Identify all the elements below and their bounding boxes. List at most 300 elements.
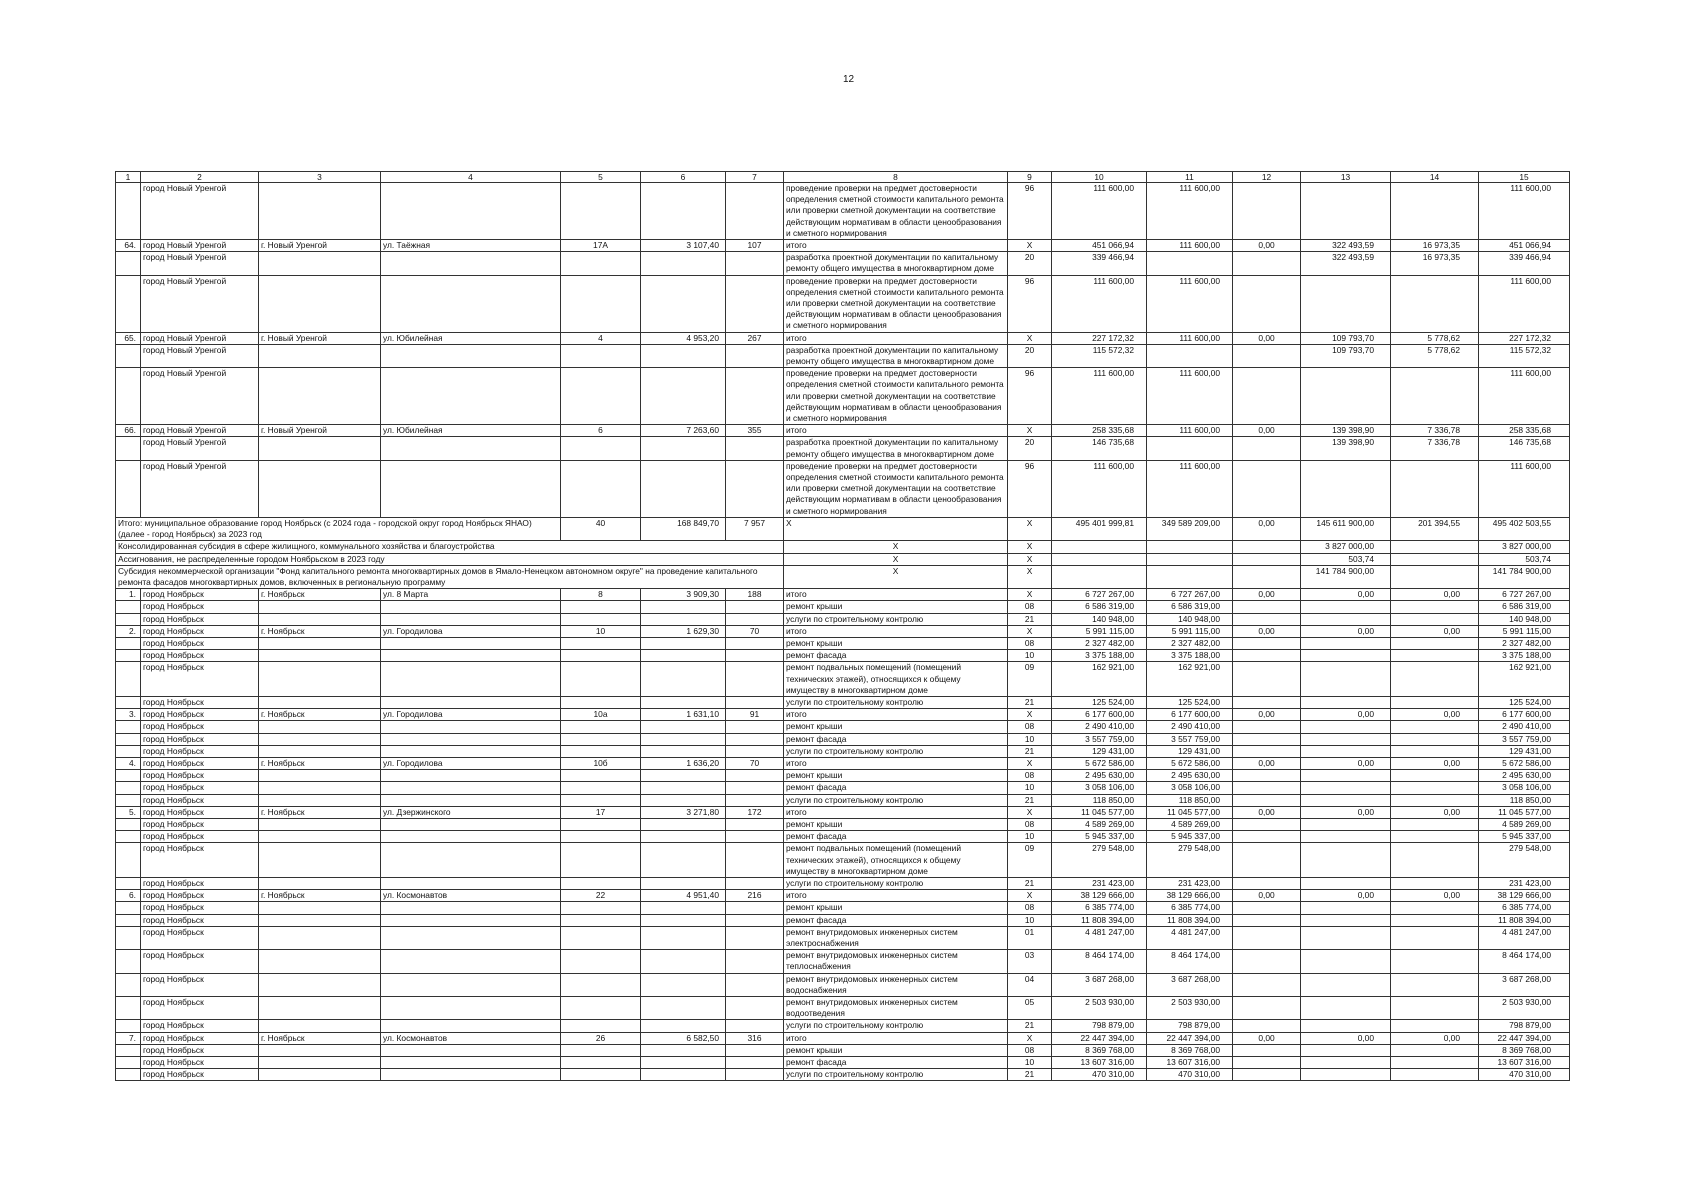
cell-col-9: 08	[1008, 1044, 1052, 1056]
cell-col-9: X	[1008, 1032, 1052, 1044]
cell-col-13: 0,00	[1301, 625, 1391, 637]
cell-col-11: 6 586 319,00	[1147, 601, 1233, 613]
cell-col-9: 10	[1008, 831, 1052, 843]
cell-col-13	[1301, 696, 1391, 708]
cell-col-4: ул. Городилова	[381, 757, 561, 769]
table-row	[116, 1057, 1570, 1069]
cell-col-14	[1391, 818, 1479, 830]
cell-col-8: ремонт фасада	[784, 831, 1008, 843]
column-header: 3	[259, 172, 381, 183]
cell-col-7	[726, 252, 784, 275]
cell-col-12: 0,00	[1233, 589, 1301, 601]
cell-col-12	[1233, 745, 1301, 757]
table-row	[116, 662, 1570, 697]
cell-col-3	[259, 831, 381, 843]
cell-col-10: 495 401 999,81	[1052, 517, 1147, 540]
cell-col-14: 0,00	[1391, 709, 1479, 721]
cell-col-2: город Ноябрьск	[141, 794, 259, 806]
cell-col-4	[381, 437, 561, 460]
cell-col-10	[1052, 553, 1147, 565]
cell-col-14: 201 394,55	[1391, 517, 1479, 540]
cell-col-9: 10	[1008, 782, 1052, 794]
cell-col-11: 162 921,00	[1147, 662, 1233, 697]
cell-col-1	[116, 926, 141, 949]
cell-col-14	[1391, 877, 1479, 889]
cell-col-9: X	[1008, 589, 1052, 601]
cell-col-14: 0,00	[1391, 589, 1479, 601]
cell-col-14	[1391, 565, 1479, 588]
column-header: 10	[1052, 172, 1147, 183]
table-row	[116, 368, 1570, 425]
cell-col-5	[561, 843, 641, 878]
cell-col-11: 111 600,00	[1147, 183, 1233, 240]
total-label: Итого: муниципальное образование город Ноябрьск (с 2024 года - городской округ город Ноябрьск ЯНАО) (далее - город Ноябрьск) за 2023 год	[116, 517, 561, 540]
cell-col-12	[1233, 344, 1301, 367]
cell-col-8: итого	[784, 332, 1008, 344]
cell-col-11: 38 129 666,00	[1147, 890, 1233, 902]
cell-col-14	[1391, 183, 1479, 240]
cell-col-9: X	[1008, 625, 1052, 637]
cell-col-6: 1 636,20	[641, 757, 726, 769]
cell-col-3	[259, 914, 381, 926]
cell-col-7	[726, 794, 784, 806]
cell-col-7	[726, 973, 784, 996]
table-row	[116, 926, 1570, 949]
cell-col-1	[116, 252, 141, 275]
cell-col-15: 6 177 600,00	[1479, 709, 1570, 721]
cell-col-12	[1233, 818, 1301, 830]
cell-col-7	[726, 877, 784, 889]
cell-col-9: 96	[1008, 275, 1052, 332]
cell-col-8: ремонт крыши	[784, 601, 1008, 613]
cell-col-5: 26	[561, 1032, 641, 1044]
cell-col-10: 5 672 586,00	[1052, 757, 1147, 769]
table-row	[116, 1044, 1570, 1056]
table-row	[116, 637, 1570, 649]
cell-col-4	[381, 818, 561, 830]
cell-col-7: 355	[726, 425, 784, 437]
cell-col-1	[116, 950, 141, 973]
cell-col-14: 5 778,62	[1391, 344, 1479, 367]
cell-col-2: город Ноябрьск	[141, 1069, 259, 1081]
column-header: 12	[1233, 172, 1301, 183]
cell-col-13	[1301, 1069, 1391, 1081]
cell-col-6	[641, 1057, 726, 1069]
cell-col-15: 4 589 269,00	[1479, 818, 1570, 830]
cell-col-4: ул. Дзержинского	[381, 806, 561, 818]
table-row	[116, 589, 1570, 601]
cell-col-10: 8 369 768,00	[1052, 1044, 1147, 1056]
cell-col-5	[561, 877, 641, 889]
cell-col-2: город Ноябрьск	[141, 1032, 259, 1044]
cell-col-8: ремонт фасада	[784, 733, 1008, 745]
cell-col-2: город Ноябрьск	[141, 877, 259, 889]
summary-label: Ассигнования, не распределенные городом Ноябрьском в 2023 году	[116, 553, 784, 565]
cell-col-15: 451 066,94	[1479, 240, 1570, 252]
cell-col-8: ремонт крыши	[784, 902, 1008, 914]
cell-col-14	[1391, 973, 1479, 996]
cell-col-6	[641, 1044, 726, 1056]
cell-col-13	[1301, 1044, 1391, 1056]
cell-col-1	[116, 275, 141, 332]
cell-col-4	[381, 1020, 561, 1032]
cell-col-3	[259, 770, 381, 782]
cell-col-12	[1233, 770, 1301, 782]
cell-col-11: 470 310,00	[1147, 1069, 1233, 1081]
cell-col-2: город Новый Уренгой	[141, 425, 259, 437]
cell-col-4	[381, 926, 561, 949]
cell-col-14	[1391, 770, 1479, 782]
table-row	[116, 997, 1570, 1020]
cell-col-3: г. Ноябрьск	[259, 757, 381, 769]
cell-col-9: 10	[1008, 650, 1052, 662]
cell-col-4	[381, 1044, 561, 1056]
cell-col-1: 65.	[116, 332, 141, 344]
cell-col-3	[259, 368, 381, 425]
cell-col-4	[381, 613, 561, 625]
cell-col-11: 6 177 600,00	[1147, 709, 1233, 721]
cell-col-15: 5 672 586,00	[1479, 757, 1570, 769]
cell-col-3: г. Новый Уренгой	[259, 425, 381, 437]
cell-col-4	[381, 1069, 561, 1081]
cell-col-11: 2 490 410,00	[1147, 721, 1233, 733]
cell-col-11: 4 481 247,00	[1147, 926, 1233, 949]
table-row	[116, 650, 1570, 662]
cell-col-9: 08	[1008, 818, 1052, 830]
cell-col-15: 503,74	[1479, 553, 1570, 565]
cell-col-10: 6 586 319,00	[1052, 601, 1147, 613]
cell-col-11: 2 503 930,00	[1147, 997, 1233, 1020]
column-header: 8	[784, 172, 1008, 183]
cell-col-9: 21	[1008, 745, 1052, 757]
cell-col-10: 6 177 600,00	[1052, 709, 1147, 721]
cell-col-6	[641, 613, 726, 625]
cell-col-1	[116, 696, 141, 708]
cell-col-5	[561, 914, 641, 926]
cell-col-9: 10	[1008, 914, 1052, 926]
cell-col-9: 21	[1008, 613, 1052, 625]
cell-col-4	[381, 877, 561, 889]
cell-col-3: г. Ноябрьск	[259, 589, 381, 601]
cell-col-3	[259, 344, 381, 367]
cell-col-4: ул. Таёжная	[381, 240, 561, 252]
cell-col-2: город Ноябрьск	[141, 914, 259, 926]
cell-col-14	[1391, 553, 1479, 565]
cell-col-13	[1301, 843, 1391, 878]
cell-col-10	[1052, 541, 1147, 553]
cell-col-7	[726, 926, 784, 949]
column-header: 4	[381, 172, 561, 183]
cell-col-13: 0,00	[1301, 806, 1391, 818]
cell-col-8: ремонт крыши	[784, 637, 1008, 649]
cell-col-10: 111 600,00	[1052, 275, 1147, 332]
cell-col-8: итого	[784, 709, 1008, 721]
cell-col-3	[259, 696, 381, 708]
cell-col-12	[1233, 794, 1301, 806]
cell-col-7	[726, 368, 784, 425]
cell-col-6	[641, 368, 726, 425]
cell-col-2: город Ноябрьск	[141, 721, 259, 733]
cell-col-2: город Ноябрьск	[141, 831, 259, 843]
cell-col-9: 08	[1008, 601, 1052, 613]
cell-col-14: 0,00	[1391, 1032, 1479, 1044]
cell-col-3	[259, 1020, 381, 1032]
cell-col-7	[726, 662, 784, 697]
table-body	[116, 172, 1570, 1081]
cell-col-2: город Ноябрьск	[141, 806, 259, 818]
cell-col-13	[1301, 1057, 1391, 1069]
cell-col-8: итого	[784, 425, 1008, 437]
cell-col-6: 6 582,50	[641, 1032, 726, 1044]
table-row	[116, 601, 1570, 613]
cell-col-3	[259, 601, 381, 613]
cell-col-6	[641, 460, 726, 517]
cell-col-3	[259, 183, 381, 240]
cell-col-14	[1391, 794, 1479, 806]
cell-col-1	[116, 843, 141, 878]
cell-col-13	[1301, 782, 1391, 794]
cell-col-13	[1301, 794, 1391, 806]
cell-col-4	[381, 902, 561, 914]
table-row	[116, 344, 1570, 367]
cell-col-7	[726, 782, 784, 794]
cell-col-13	[1301, 950, 1391, 973]
cell-col-10: 6 385 774,00	[1052, 902, 1147, 914]
cell-col-12	[1233, 601, 1301, 613]
cell-col-13: 503,74	[1301, 553, 1391, 565]
cell-col-7	[726, 1020, 784, 1032]
cell-col-5	[561, 662, 641, 697]
cell-col-6: 1 631,10	[641, 709, 726, 721]
cell-col-5	[561, 650, 641, 662]
cell-col-8: услуги по строительному контролю	[784, 877, 1008, 889]
cell-col-8: услуги по строительному контролю	[784, 696, 1008, 708]
cell-col-2: город Ноябрьск	[141, 709, 259, 721]
cell-col-11: 3 687 268,00	[1147, 973, 1233, 996]
cell-col-5	[561, 613, 641, 625]
table-row	[116, 1069, 1570, 1081]
cell-col-3: г. Ноябрьск	[259, 890, 381, 902]
cell-col-2: город Ноябрьск	[141, 782, 259, 794]
cell-col-12	[1233, 368, 1301, 425]
cell-col-6	[641, 950, 726, 973]
cell-col-8: услуги по строительному контролю	[784, 1069, 1008, 1081]
cell-col-1	[116, 183, 141, 240]
column-header: 7	[726, 172, 784, 183]
cell-col-10: 22 447 394,00	[1052, 1032, 1147, 1044]
cell-col-2: город Ноябрьск	[141, 662, 259, 697]
column-header: 15	[1479, 172, 1570, 183]
cell-col-10: 129 431,00	[1052, 745, 1147, 757]
cell-col-1	[116, 973, 141, 996]
cell-col-10: 3 058 106,00	[1052, 782, 1147, 794]
cell-col-6	[641, 696, 726, 708]
cell-col-12	[1233, 914, 1301, 926]
cell-col-12	[1233, 1069, 1301, 1081]
cell-col-15: 115 572,32	[1479, 344, 1570, 367]
cell-col-11: 11 808 394,00	[1147, 914, 1233, 926]
cell-col-3: г. Ноябрьск	[259, 1032, 381, 1044]
cell-col-7	[726, 437, 784, 460]
cell-col-14: 5 778,62	[1391, 332, 1479, 344]
cell-col-11: 2 495 630,00	[1147, 770, 1233, 782]
cell-col-4: ул. Юбилейная	[381, 332, 561, 344]
cell-col-14	[1391, 782, 1479, 794]
cell-col-9: X	[1008, 565, 1052, 588]
cell-col-5	[561, 183, 641, 240]
cell-col-5: 8	[561, 589, 641, 601]
cell-col-7	[726, 650, 784, 662]
cell-col-1: 2.	[116, 625, 141, 637]
cell-col-10: 3 557 759,00	[1052, 733, 1147, 745]
table-row	[116, 877, 1570, 889]
cell-col-15: 227 172,32	[1479, 332, 1570, 344]
cell-col-12	[1233, 553, 1301, 565]
cell-col-1	[116, 437, 141, 460]
table-row	[116, 332, 1570, 344]
cell-col-5: 17	[561, 806, 641, 818]
cell-col-2: город Ноябрьск	[141, 843, 259, 878]
cell-col-8: X	[784, 565, 1008, 588]
cell-col-13: 0,00	[1301, 709, 1391, 721]
cell-col-3	[259, 843, 381, 878]
cell-col-8: итого	[784, 240, 1008, 252]
cell-col-8: ремонт крыши	[784, 721, 1008, 733]
cell-col-3	[259, 1044, 381, 1056]
cell-col-11: 5 991 115,00	[1147, 625, 1233, 637]
cell-col-11: 118 850,00	[1147, 794, 1233, 806]
cell-col-6	[641, 733, 726, 745]
cell-col-9: X	[1008, 541, 1052, 553]
cell-col-15: 118 850,00	[1479, 794, 1570, 806]
cell-col-5: 17А	[561, 240, 641, 252]
cell-col-13	[1301, 650, 1391, 662]
cell-col-7	[726, 1044, 784, 1056]
cell-col-8: X	[784, 553, 1008, 565]
cell-col-15: 470 310,00	[1479, 1069, 1570, 1081]
cell-col-15: 5 991 115,00	[1479, 625, 1570, 637]
cell-col-8: проведение проверки на предмет достоверности определения сметной стоимости капитального ремонта или проверки сметной документации на соответствие действующим нормативам в области ценообразования и сметного нормирования	[784, 275, 1008, 332]
cell-col-7	[726, 997, 784, 1020]
cell-col-12: 0,00	[1233, 890, 1301, 902]
cell-col-13: 145 611 900,00	[1301, 517, 1391, 540]
cell-col-1	[116, 745, 141, 757]
repair-program-table	[115, 171, 1570, 1081]
cell-col-11: 111 600,00	[1147, 275, 1233, 332]
cell-col-9: X	[1008, 425, 1052, 437]
cell-col-7	[726, 902, 784, 914]
cell-col-15: 2 495 630,00	[1479, 770, 1570, 782]
cell-col-15: 8 464 174,00	[1479, 950, 1570, 973]
cell-col-15: 6 586 319,00	[1479, 601, 1570, 613]
cell-col-8: разработка проектной документации по капитальному ремонту общего имущества в многоквартирном доме	[784, 252, 1008, 275]
cell-col-9: 08	[1008, 721, 1052, 733]
cell-col-6	[641, 770, 726, 782]
cell-col-2: город Новый Уренгой	[141, 252, 259, 275]
cell-col-1	[116, 637, 141, 649]
cell-col-5	[561, 997, 641, 1020]
cell-col-12: 0,00	[1233, 332, 1301, 344]
cell-col-8: ремонт фасада	[784, 914, 1008, 926]
cell-col-11: 13 607 316,00	[1147, 1057, 1233, 1069]
cell-col-9: 96	[1008, 183, 1052, 240]
table-row	[116, 806, 1570, 818]
cell-col-11: 111 600,00	[1147, 240, 1233, 252]
table-row	[116, 1020, 1570, 1032]
cell-col-5	[561, 831, 641, 843]
cell-col-10: 258 335,68	[1052, 425, 1147, 437]
cell-col-9: 21	[1008, 877, 1052, 889]
cell-col-7	[726, 183, 784, 240]
cell-col-14: 0,00	[1391, 890, 1479, 902]
cell-col-3	[259, 275, 381, 332]
cell-col-12	[1233, 637, 1301, 649]
cell-col-4	[381, 770, 561, 782]
cell-col-15: 13 607 316,00	[1479, 1057, 1570, 1069]
cell-col-12	[1233, 275, 1301, 332]
cell-col-12: 0,00	[1233, 517, 1301, 540]
cell-col-2: город Ноябрьск	[141, 589, 259, 601]
cell-col-13: 139 398,90	[1301, 425, 1391, 437]
cell-col-8: услуги по строительному контролю	[784, 1020, 1008, 1032]
cell-col-11: 22 447 394,00	[1147, 1032, 1233, 1044]
cell-col-7: 216	[726, 890, 784, 902]
cell-col-12	[1233, 843, 1301, 878]
cell-col-3: г. Ноябрьск	[259, 709, 381, 721]
table-row	[116, 709, 1570, 721]
cell-col-13: 0,00	[1301, 757, 1391, 769]
cell-col-10: 5 991 115,00	[1052, 625, 1147, 637]
cell-col-5	[561, 1044, 641, 1056]
cell-col-8: ремонт крыши	[784, 770, 1008, 782]
cell-col-15: 38 129 666,00	[1479, 890, 1570, 902]
cell-col-4	[381, 650, 561, 662]
cell-col-7	[726, 818, 784, 830]
cell-col-9: 09	[1008, 662, 1052, 697]
cell-col-11	[1147, 344, 1233, 367]
cell-col-12	[1233, 1057, 1301, 1069]
cell-col-10: 125 524,00	[1052, 696, 1147, 708]
cell-col-1	[116, 733, 141, 745]
table-row	[116, 275, 1570, 332]
cell-col-1: 5.	[116, 806, 141, 818]
cell-col-4	[381, 601, 561, 613]
table-row	[116, 831, 1570, 843]
cell-col-4	[381, 843, 561, 878]
cell-col-4: ул. Космонавтов	[381, 890, 561, 902]
cell-col-15: 4 481 247,00	[1479, 926, 1570, 949]
cell-col-13: 109 793,70	[1301, 344, 1391, 367]
cell-col-13	[1301, 637, 1391, 649]
cell-col-15: 111 600,00	[1479, 183, 1570, 240]
cell-col-12	[1233, 950, 1301, 973]
cell-col-14	[1391, 637, 1479, 649]
cell-col-3: г. Новый Уренгой	[259, 332, 381, 344]
cell-col-1	[116, 831, 141, 843]
cell-col-15: 339 466,94	[1479, 252, 1570, 275]
cell-col-12	[1233, 997, 1301, 1020]
cell-col-3	[259, 1069, 381, 1081]
cell-col-12	[1233, 437, 1301, 460]
cell-col-14	[1391, 1020, 1479, 1032]
cell-col-11: 129 431,00	[1147, 745, 1233, 757]
cell-col-6: 3 271,80	[641, 806, 726, 818]
cell-col-14	[1391, 733, 1479, 745]
cell-col-10: 13 607 316,00	[1052, 1057, 1147, 1069]
cell-col-5: 10а	[561, 709, 641, 721]
cell-col-15: 140 948,00	[1479, 613, 1570, 625]
cell-col-6	[641, 1020, 726, 1032]
